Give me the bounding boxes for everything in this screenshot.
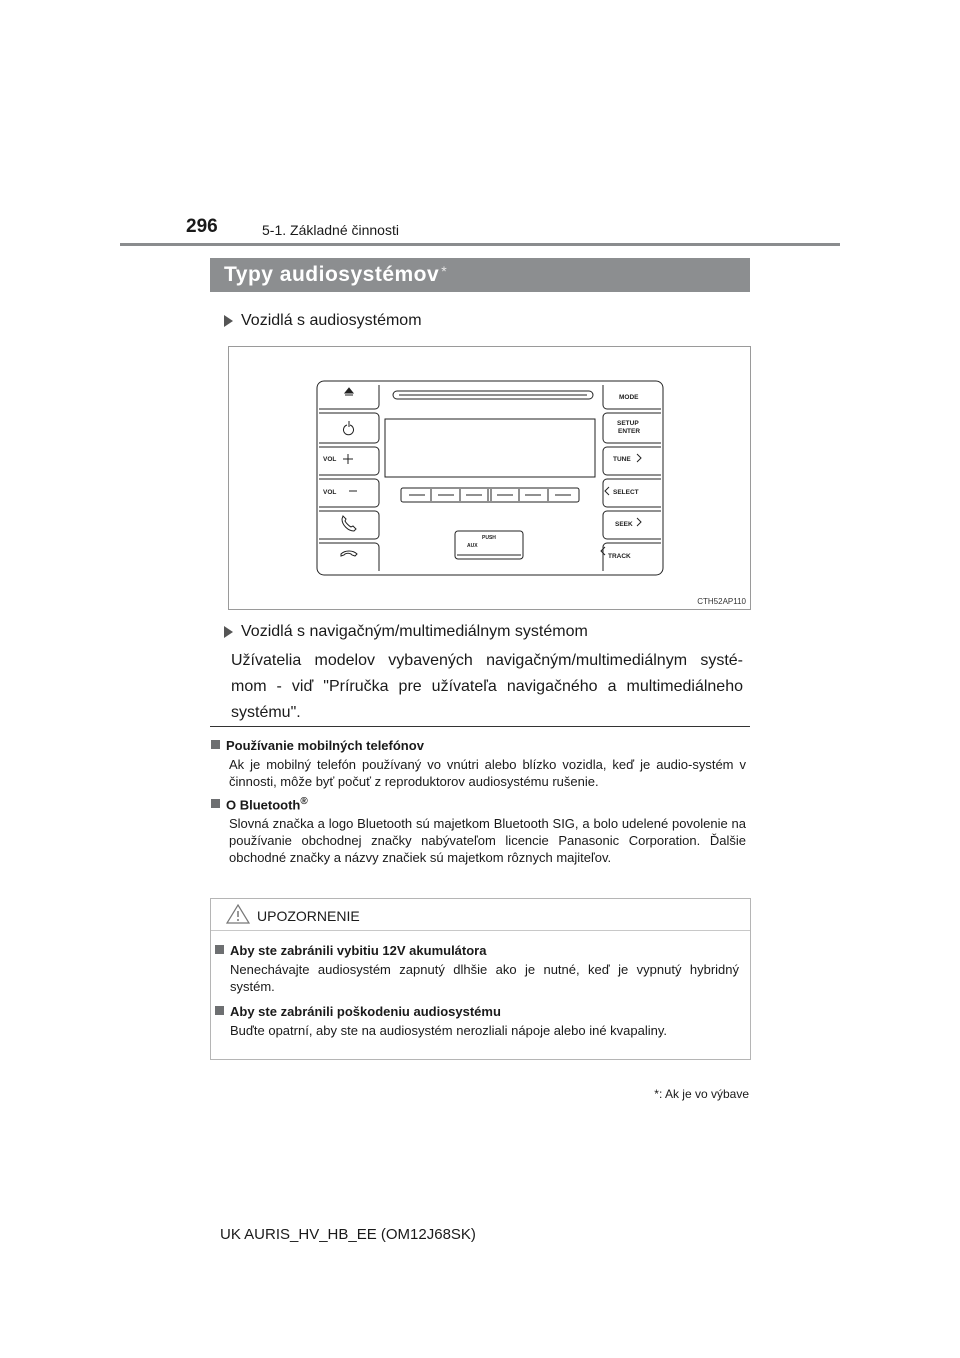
header-rule — [120, 243, 840, 246]
triangle-bullet-icon — [224, 315, 233, 327]
note-heading-text: O Bluetooth — [226, 797, 301, 813]
warning-body: Nenechávajte audiosystém zapnutý dlhšie ako je nutné, keď je vypnutý hybridný systém. — [230, 962, 739, 994]
vol-plus-label: VOL — [323, 456, 337, 463]
square-bullet-icon — [211, 799, 220, 808]
bullet-navigation — [224, 623, 588, 641]
audio-figure — [228, 346, 751, 610]
select-label: SELECT — [613, 489, 639, 496]
warning-heading — [215, 943, 739, 958]
warning-body: Buďte opatrní, aby ste na audiosystém nerozliali nápoje alebo iné kvapaliny. — [230, 1023, 668, 1038]
note-heading — [211, 796, 746, 812]
warning-heading-text: Aby ste zabránili poškodeniu audiosystému — [230, 1004, 501, 1019]
bullet-navigation-text: Vozidlá s navigačným/multimediálnym systémom — [241, 623, 588, 640]
note-mobile-phones — [211, 738, 746, 790]
title-bar — [210, 258, 750, 292]
warning-triangle-icon — [225, 903, 251, 925]
footer-code: UK AURIS_HV_HB_EE (OM12J68SK) — [220, 1226, 476, 1243]
section-title: 5-1. Základné činnosti — [262, 222, 399, 238]
page-number: 296 — [186, 216, 218, 237]
aux-label: AUX — [467, 543, 478, 549]
bullet-audio-text: Vozidlá s audiosystémom — [241, 312, 422, 329]
mode-label: MODE — [619, 394, 639, 401]
seek-label: SEEK — [615, 521, 633, 528]
enter-label: ENTER — [618, 428, 641, 435]
square-bullet-icon — [215, 945, 224, 954]
note-body: Slovná značka a logo Bluetooth sú majetkom Bluetooth SIG, a bolo udelené povolenie na používanie obchodnej značky nabývateľom licencie Panasonic Corporation. Ďalšie obchodné značky a názvy značiek sú majetkom rôznych majiteľov. — [229, 816, 746, 866]
triangle-bullet-icon — [224, 626, 233, 638]
section-rule — [210, 726, 750, 727]
page-title — [224, 263, 447, 287]
square-bullet-icon — [211, 740, 220, 749]
tune-label: TUNE — [613, 456, 631, 463]
page-title-text: Typy audiosystémov — [224, 263, 440, 286]
warning-item — [215, 943, 739, 995]
footnote-mark: * — [654, 1087, 659, 1101]
warning-heading-text: Aby ste zabránili vybitiu 12V akumulátora — [230, 943, 487, 958]
note-heading-text: Používanie mobilných telefónov — [226, 738, 424, 753]
navigation-paragraph: Užívatelia modelov vybavených navigačným/multimediálnym systé-mom - viď "Príručka pre užívateľa navigačného a multimediálneho systému". — [231, 652, 743, 721]
track-label: TRACK — [608, 553, 631, 560]
warning-label: UPOZORNENIE — [257, 908, 360, 924]
note-heading — [211, 738, 746, 753]
square-bullet-icon — [215, 1006, 224, 1015]
warning-item — [215, 1004, 739, 1039]
bullet-audio — [224, 312, 422, 330]
push-label: PUSH — [482, 535, 496, 541]
figure-code: CTH52AP110 — [697, 597, 746, 606]
optional-marker: * — [441, 263, 448, 279]
note-bluetooth — [211, 796, 746, 866]
warning-heading — [215, 1004, 739, 1019]
footnote — [654, 1087, 749, 1101]
audio-unit-illustration — [229, 347, 750, 609]
registered-mark: ® — [300, 796, 308, 807]
warning-header — [211, 899, 750, 931]
setup-label: SETUP — [617, 420, 639, 427]
footnote-text: : Ak je vo výbave — [658, 1087, 749, 1101]
vol-minus-label: VOL — [323, 489, 337, 496]
note-body: Ak je mobilný telefón používaný vo vnútri alebo blízko vozidla, keď je audio-systém v činnosti, môže byť počuť z reproduktorov audiosystému rušenie. — [229, 757, 746, 789]
warning-box — [210, 898, 751, 1060]
